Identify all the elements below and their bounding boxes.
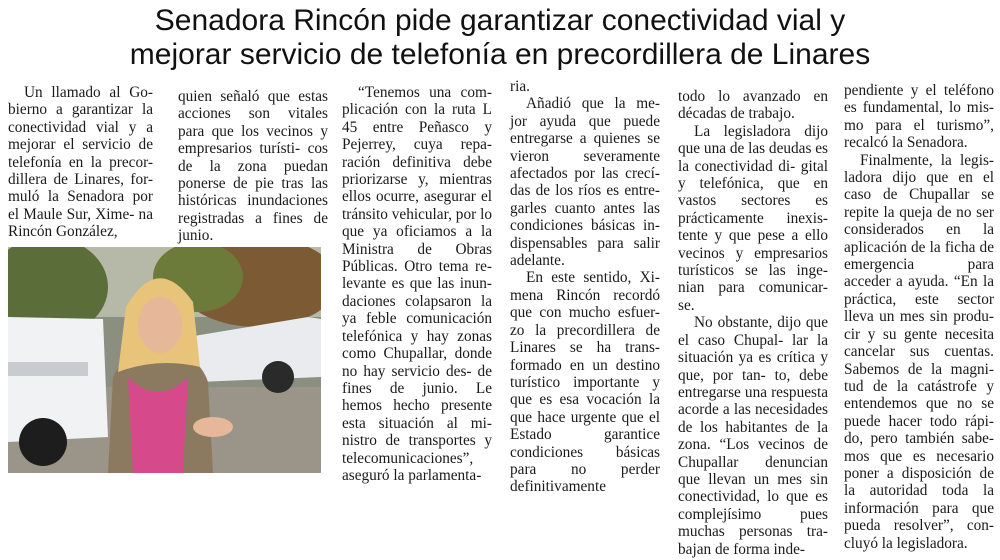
headline-line-2: mejorar servicio de telefonía en precordillera de Linares [129, 38, 871, 71]
paragraph: quien señaló que estas acciones son vitales para que los vecinos y empresarios turísti- cos de la zona puedan ponerse de pie tras las históricas inundaciones registradas a fines de junio. [178, 88, 328, 245]
senator-photo [8, 247, 321, 473]
paragraph: “Tenemos una com- plicación con la ruta L 45 entre Peñasco y Pejerrey, cuya repa- ración definitiva debe priorizarse y, mientras ellos ocurre, asegurar el tránsito vehicular, por lo que ya oficiamos a la Ministra de Obras Públicas. Otro tema re- levante es que las inun- daciones colapsaron la ya feble comunicación telefónica y hay zonas como Chupallar, donde no hay servicio des- de fines de junio. Le hemos hecho presente esta situación al mi- nistro de transportes y telecomunicaciones”, aseguró la parlamenta- [342, 84, 492, 484]
paragraph: La legisladora dijo que una de las deudas es la conectividad di- gital y telefónica, que en vastos sectores es prácticamente inexis- tente y que pese a ello vecinos y empresarios turísticos se las inge- nian para comunicar- se. [678, 122, 828, 314]
article-column-2 [178, 88, 328, 245]
paragraph: pendiente y el teléfono es fundamental, lo mis- mo para el turismo”, recalcó la Senadora. [844, 82, 994, 152]
article-column-5 [678, 88, 828, 558]
headline [0, 4, 1000, 72]
paragraph: Finalmente, la legis- ladora dijo que en el caso de Chupallar se repite la queja de no ser considerados en la aplicación de la ficha de emergencia para acceder a ayuda. “En la práctica, este sector lleva un mes sin produ- cir y su gente necesita cancelar sus cuentas. Sabemos de la magni- tud de la catástrofe y entendemos que no se puede hacer todo rápi- do, pero también sabe- mos que es necesario poner a disposición de la autoridad toda la información para que pueda resolver”, con- cluyó la legisladora. [844, 151, 994, 552]
article-column-4 [510, 78, 660, 496]
paragraph: Añadió que la me- jor ayuda que puede entregarse a quienes se vieron severamente afectados por las crecí- das de los ríos es entre- garles cuanto antes las condiciones básicas in- dispensables para salir adelante. [510, 95, 660, 270]
paragraph: No obstante, dijo que el caso Chupal- lar la situación ya es crítica y que, por tan- to, debe entregarse una respuesta acorde a las necesidades de los habitantes de la zona. “Los vecinos de Chupallar denuncian que llevan un mes sin conectividad, lo que es complejísimo pues muchas personas tra- bajan de forma inde- [678, 314, 828, 558]
headline-line-1: Senadora Rincón pide garantizar conectividad vial y [154, 4, 846, 37]
article-column-1 [8, 84, 153, 241]
paragraph: Un llamado al Go- bierno a garantizar la conectividad vial y a mejorar el servicio de telefonía en la precor- dillera de Linares, for- muló la Senadora por el Maule Sur, Xime- na Rincón González, [8, 84, 153, 241]
article-column-3 [342, 84, 492, 484]
paragraph: ria. [510, 78, 530, 95]
paragraph: En este sentido, Xi- mena Rincón recordó que con mucho esfuer- zo la precordillera de Linares se ha trans- formado en un destino turístico importante y que es esa vocación la que hace urgente que el Estado garantice condiciones básicas para no perder definitivamente [510, 269, 660, 496]
article-column-6 [844, 82, 994, 552]
paragraph: todo lo avanzado en décadas de trabajo. [678, 88, 828, 123]
